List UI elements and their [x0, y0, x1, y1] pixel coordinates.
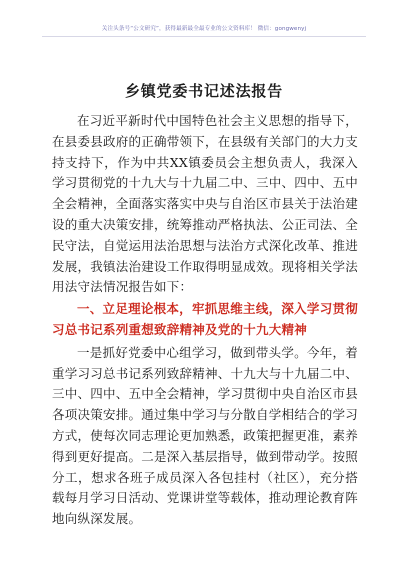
header-banner: 关注头条号“公文研究”，获得最新最全最专业的公文资料库！ 微信：gongwenyj: [101, 26, 307, 32]
intro-paragraph: 在习近平新时代中国特色社会主义思想的指导下，在县委县政府的正确带领下，在县级有关部门的大力支持支持下，作为中共XX镇委员会主想负责人，我深入学习贯彻党的十九大与十九届二中、三中、四中、五中全会精神，全面落实落实中央与自治区市县关于法治建设的重大决策安排，统筹推动严格执法、公正司法、全民守法，自觉运用法治思想与法治方式深化改革、推进发展，我镇法治建设工作取得明显成效。现将相关学法用法守法情况报告如下：: [52, 113, 359, 295]
document-title: 乡镇党委书记述法报告: [124, 82, 283, 100]
document-body: [52, 111, 358, 530]
header-divider: [42, 36, 366, 37]
section-paragraph: 一是抓好党委中心组学习，做到带头学。今年，着重学习习总书记系列致辞精神、十九大与十九届二中、三中、四中、五中全会精神，学习贯彻中央自治区市县各项决策安排。通过集中学习与分散自学相结合的学习方式，使每次同志理论更加熟悉，政策把握更准，素养得到更好提高。二是深入基层指导，做到带动学。按照分工，想求各班子成员深入各包挂村（社区），充分搭载每月学习日活动、党课讲堂等载体，推动理论教育阵地向纵深发展。: [52, 344, 359, 527]
section-heading: 一、立足理论根本，牢抓思维主线，深入学习贯彻习总书记系列重想致辞精神及党的十九大精神: [52, 301, 358, 337]
